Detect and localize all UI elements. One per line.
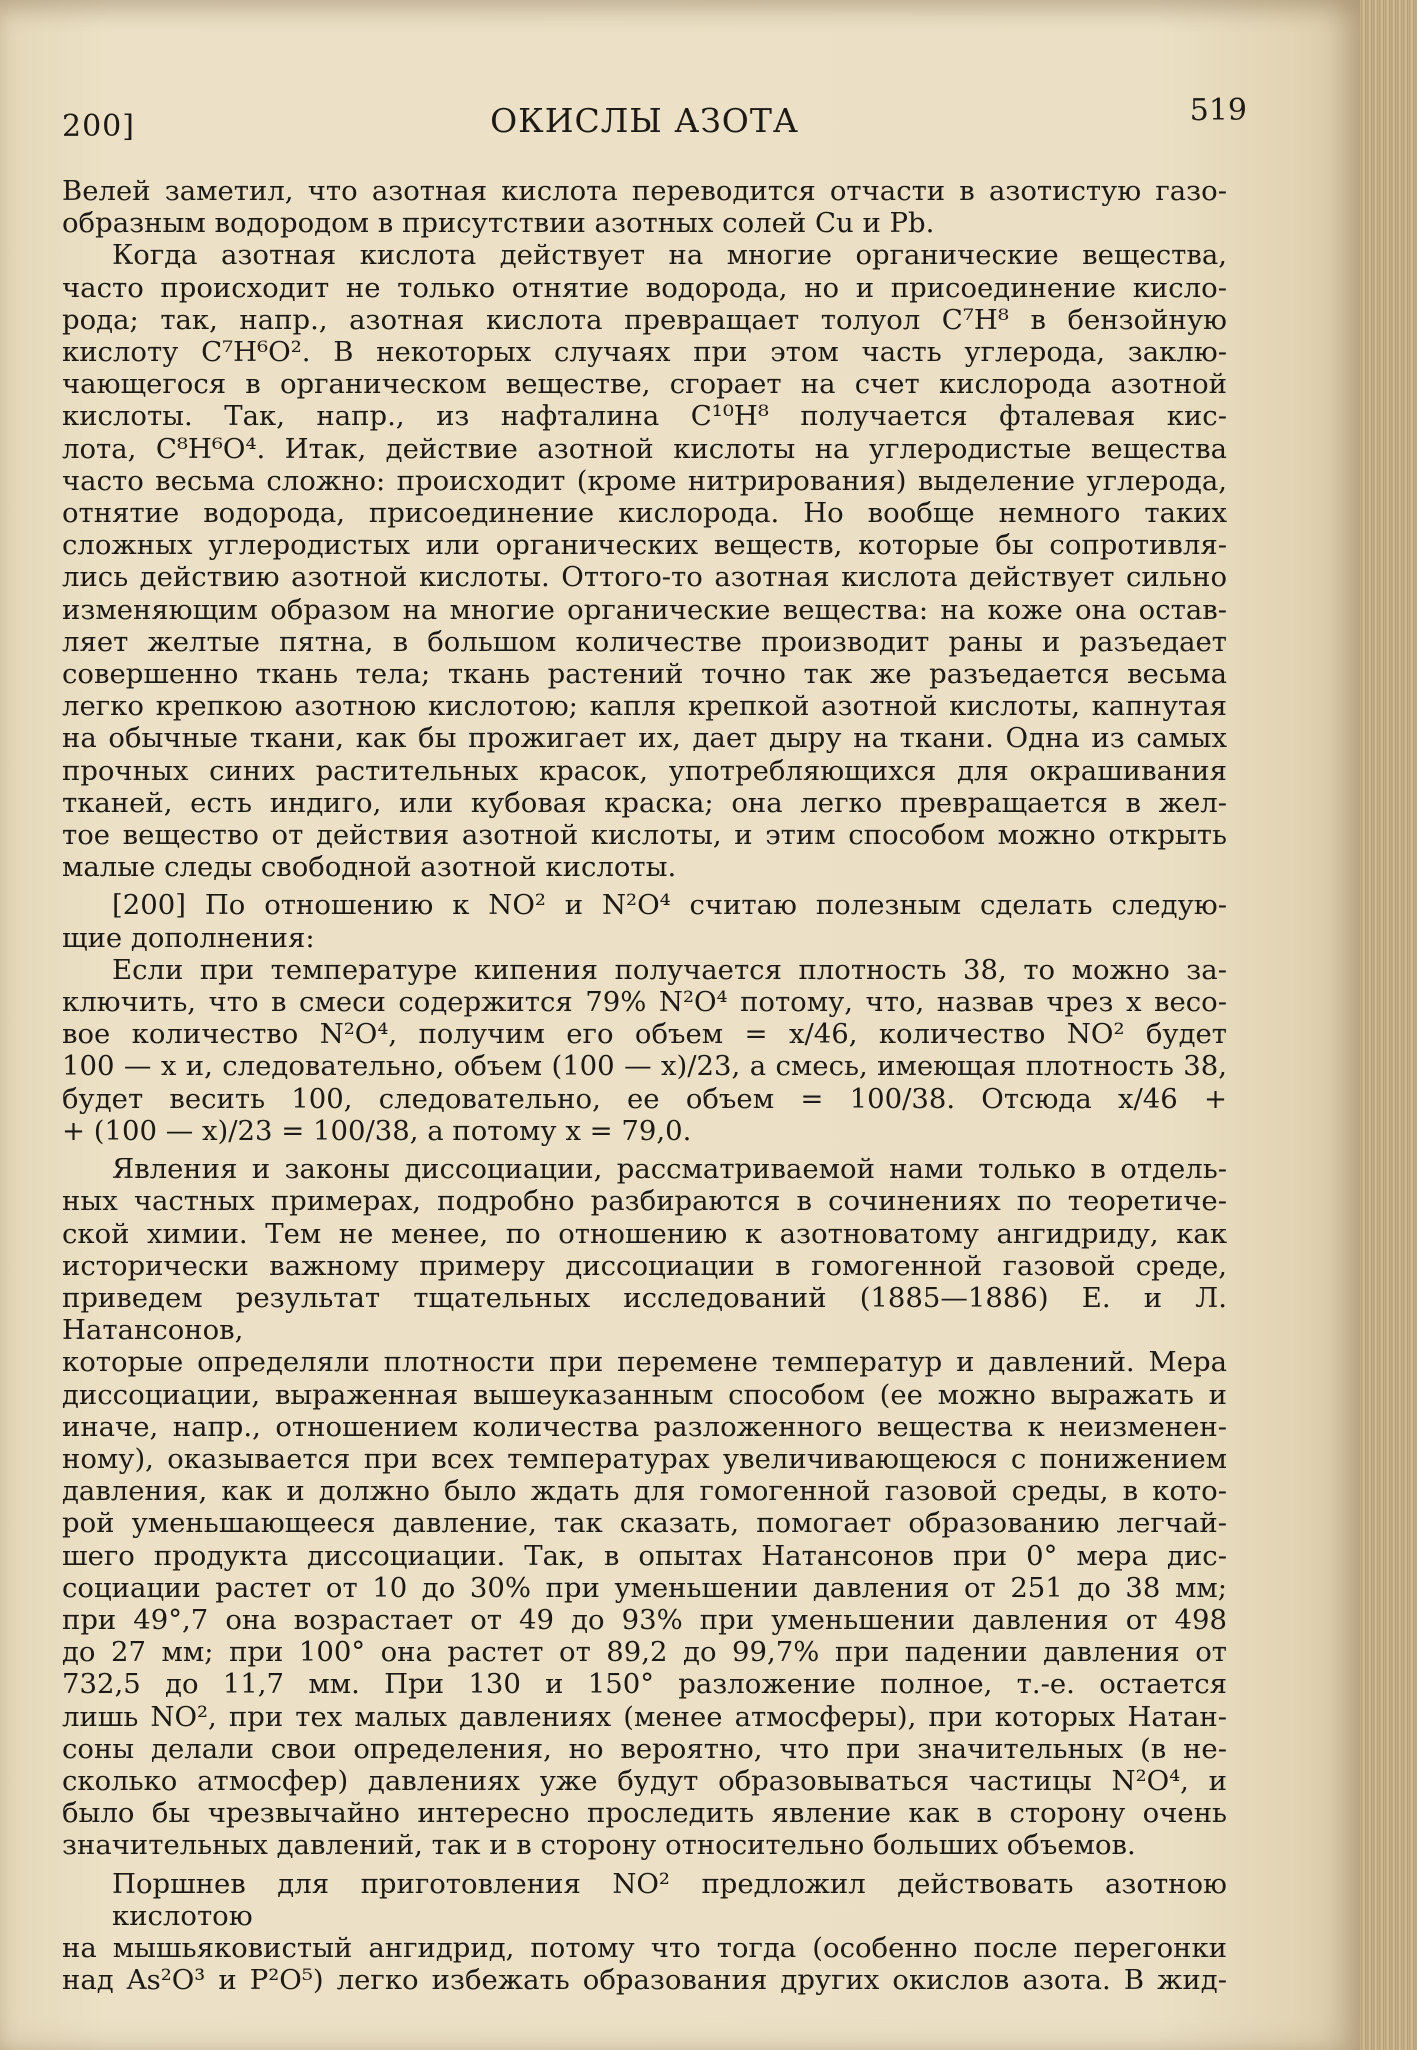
text-line: ключить, что в смеси содержится 79% N²O⁴ потому, что, назвав чрез x весо-: [62, 986, 1227, 1019]
text-line: Если при температуре кипения получается плотность 38, то можно за-: [112, 953, 1227, 986]
text-line: чающегося в органическом веществе, сгорает на счет кислорода азотной: [62, 368, 1227, 401]
text-line: диссоциации, выраженная вышеуказанным способом (ее можно выражать и: [62, 1378, 1227, 1411]
text-line: 732,5 до 11,7 мм. При 130 и 150° разложение полное, т.-е. остается: [62, 1668, 1227, 1701]
text-line: кислоту C⁷H⁶O². В некоторых случаях при этом часть углерода, заклю-: [62, 336, 1227, 369]
running-header: [62, 93, 1247, 155]
text-line: на мышьяковистый ангидрид, потому что тогда (особенно после перегонки: [62, 1931, 1227, 1964]
text-line: на обычные ткани, как бы прожигает их, дает дыру на ткани. Одна из самых: [62, 722, 1227, 755]
text-line: Поршнев для приготовления NO² предложил действовать азотною кислотою: [112, 1867, 1227, 1932]
page-edge: [1360, 0, 1417, 2050]
page-number: 519: [1189, 93, 1247, 128]
text-line: отнятие водорода, присоединение кислорода. Но вообще немного таких: [62, 497, 1227, 530]
text-line: при 49°,7 она возрастает от 49 до 93% при уменьшении давления от 498: [62, 1603, 1227, 1636]
text-line: лота, C⁸H⁶O⁴. Итак, действие азотной кислоты на углеродистые вещества: [62, 432, 1227, 465]
text-line: сложных углеродистых или органических веществ, которые бы сопротивля-: [62, 529, 1227, 562]
text-line: которые определяли плотности при перемене температур и давлений. Мера: [62, 1346, 1227, 1379]
text-line: легко крепкою азотною кислотою; капля крепкой азотной кислоты, капнутая: [62, 690, 1227, 723]
text-line: тканей, есть индиго, или кубовая краска; она легко превращается в жел-: [62, 786, 1227, 819]
text-line: щие дополнения:: [62, 921, 315, 954]
text-line: 100 — x и, следовательно, объем (100 — x)/23, а смесь, имеющая плотность 38,: [62, 1050, 1227, 1083]
text-line: соны делали свои определения, но вероятно, что при значительных (в не-: [62, 1732, 1227, 1765]
page-title: ОКИСЛЫ АЗОТА: [490, 101, 799, 140]
text-line: Когда азотная кислота действует на многие органические вещества,: [112, 239, 1227, 272]
text-line: ных частных примерах, подробно разбираются в сочинениях по теоретиче-: [62, 1185, 1227, 1218]
text-line: исторически важному примеру диссоциации в гомогенной газовой среде,: [62, 1249, 1227, 1282]
text-line: часто происходит не только отнятие водорода, но и присоединение кисло-: [62, 271, 1227, 304]
section-number: 200]: [62, 109, 135, 144]
text-line: малые следы свободной азотной кислоты.: [62, 851, 677, 884]
text-line: Явления и законы диссоциации, рассматриваемой нами только в отдель-: [112, 1153, 1227, 1186]
text-line: кислоты. Так, напр., из нафталина C¹⁰H⁸ получается фталевая кис-: [62, 400, 1227, 433]
text-line: вое количество N²O⁴, получим его объем = x/46, количество NO² будет: [62, 1018, 1227, 1051]
text-line: ской химии. Тем не менее, по отношению к азотноватому ангидриду, как: [62, 1217, 1227, 1250]
text-line: рода; так, напр., азотная кислота превращает толуол C⁷H⁸ в бензойную: [62, 303, 1227, 336]
text-line: лишь NO², при тех малых давлениях (менее атмосферы), при которых Натан-: [62, 1700, 1227, 1733]
text-line: значительных давлений, так и в сторону относительно больших объемов.: [62, 1829, 1136, 1862]
text-line: образным водородом в присутствии азотных солей Cu и Pb.: [62, 207, 935, 240]
text-line: будет весить 100, следовательно, ее объем = 100/38. Отсюда x/46 +: [62, 1082, 1227, 1115]
text-line: часто весьма сложно: происходит (кроме нитрирования) выделение углерода,: [62, 464, 1227, 497]
text-line: иначе, напр., отношением количества разложенного вещества к неизменен-: [62, 1410, 1227, 1443]
text-line: ляет желтые пятна, в большом количестве производит раны и разъедает: [62, 625, 1227, 658]
text-line: шего продукта диссоциации. Так, в опытах Натансонов при 0° мера дис-: [62, 1539, 1227, 1572]
text-line: было бы чрезвычайно интересно проследить явление как в сторону очень: [62, 1797, 1227, 1830]
body-text: [62, 175, 1227, 1996]
text-line: совершенно ткань тела; ткань растений точно так же разъедается весьма: [62, 658, 1227, 691]
text-line: изменяющим образом на многие органические вещества: на коже она остав-: [62, 593, 1227, 626]
text-line: до 27 мм; при 100° она растет от 89,2 до 99,7% при падении давления от: [62, 1636, 1227, 1669]
text-line: давления, как и должно было ждать для гомогенной газовой среды, в кото-: [62, 1475, 1227, 1508]
text-line: приведем результат тщательных исследований (1885—1886) Е. и Л. Натансонов,: [62, 1281, 1227, 1347]
text-line: тое вещество от действия азотной кислоты, и этим способом можно открыть: [62, 819, 1227, 852]
text-line: Велей заметил, что азотная кислота переводится отчасти в азотистую газо-: [62, 175, 1227, 207]
text-line: социации растет от 10 до 30% при уменьшении давления от 251 до 38 мм;: [62, 1571, 1227, 1604]
text-line: прочных синих растительных красок, употребляющихся для окрашивания: [62, 754, 1227, 787]
text-line: [200] По отношению к NO² и N²O⁴ считаю полезным сделать следую-: [112, 889, 1227, 922]
text-line: сколько атмосфер) давлениях уже будут образовываться частицы N²O⁴, и: [62, 1764, 1227, 1797]
text-line: лись действию азотной кислоты. Оттого-то азотная кислота действует сильно: [62, 561, 1227, 594]
page-content: [62, 93, 1247, 1997]
text-line: рой уменьшающееся давление, так сказать, помогает образованию легчай-: [62, 1507, 1227, 1540]
text-line: над As²O³ и P²O⁵) легко избежать образования других окислов азота. В жид-: [62, 1964, 1227, 1997]
text-line: + (100 — x)/23 = 100/38, а потому x = 79,0.: [62, 1114, 692, 1147]
text-line: ному), оказывается при всех температурах увеличивающеюся с понижением: [62, 1442, 1227, 1475]
